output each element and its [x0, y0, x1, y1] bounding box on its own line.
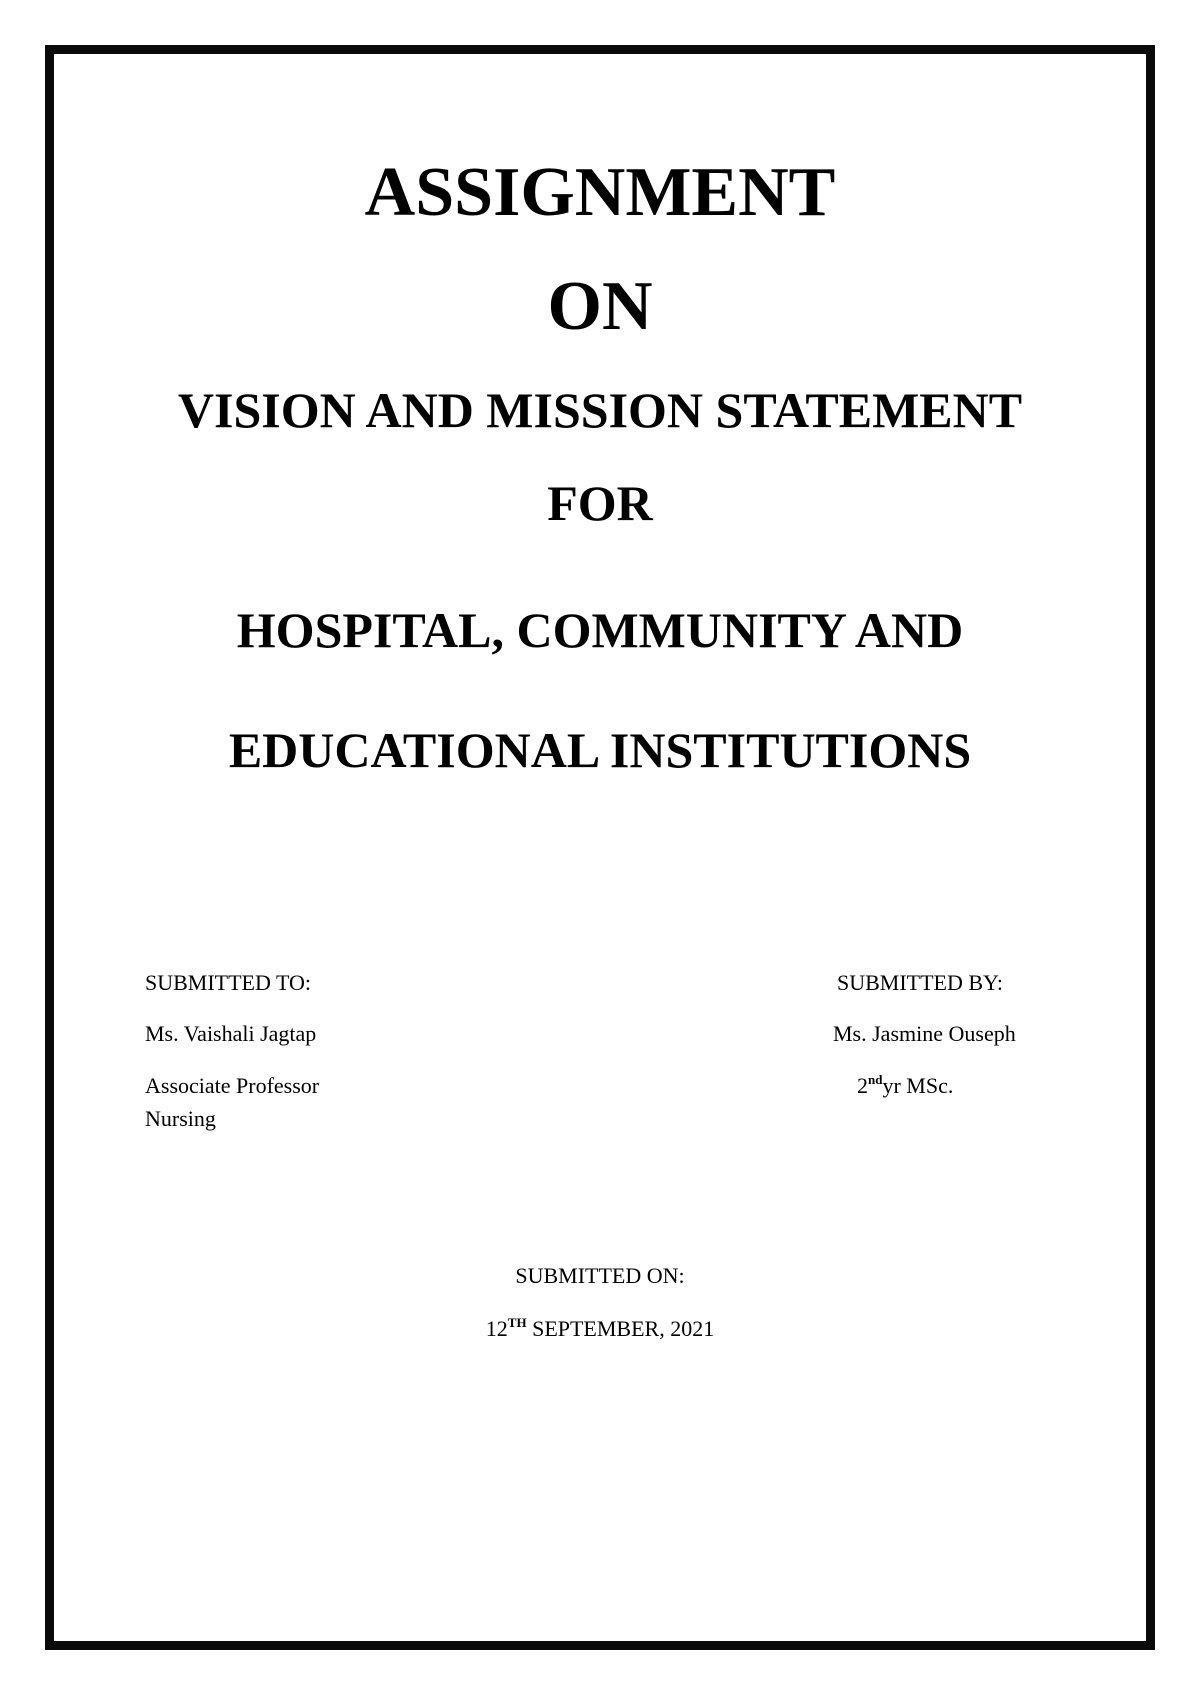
title-on: ON	[547, 268, 653, 345]
date-day: 12	[485, 1316, 508, 1341]
title-educational-institutions: EDUCATIONAL INSTITUTIONS	[228, 722, 972, 778]
submitted-to-designation: Associate Professor	[145, 1073, 320, 1098]
title-assignment: ASSIGNMENT	[364, 154, 836, 231]
submitted-by-year	[857, 1072, 954, 1098]
date-suffix: TH	[507, 1315, 527, 1330]
submitted-on-label: SUBMITTED ON:	[515, 1263, 685, 1288]
submitted-to-name: Ms. Vaishali Jagtap	[145, 1021, 317, 1046]
year-rest: yr MSc.	[882, 1073, 954, 1098]
submitted-to-label: SUBMITTED TO:	[145, 970, 312, 995]
submitted-on-date	[0, 1315, 1200, 1341]
title-vision-mission: VISION AND MISSION STATEMENT	[177, 382, 1023, 438]
year-number: 2	[857, 1073, 868, 1098]
title-for: FOR	[547, 475, 653, 531]
submitted-by-label: SUBMITTED BY:	[837, 970, 1004, 995]
date-rest: SEPTEMBER, 2021	[526, 1316, 715, 1341]
title-hospital-community: HOSPITAL, COMMUNITY AND	[236, 602, 964, 658]
submitted-by-name: Ms. Jasmine Ouseph	[833, 1021, 1016, 1046]
submitted-to-department: Nursing	[145, 1106, 216, 1131]
year-suffix: nd	[868, 1072, 883, 1087]
